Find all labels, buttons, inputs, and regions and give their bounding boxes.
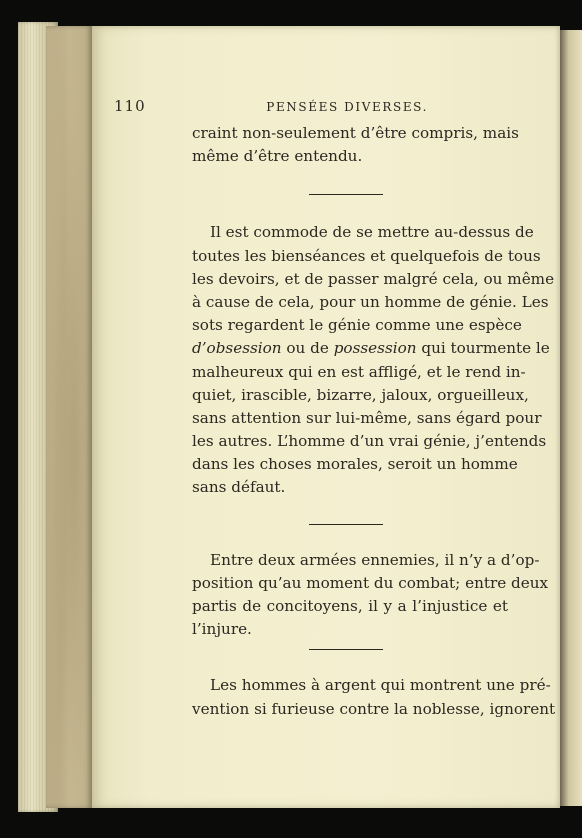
text-line: dans les choses morales, seroit un homme	[192, 455, 518, 474]
text-line: les devoirs, et de passer malgré cela, ou même	[192, 269, 555, 288]
text-line: sots regardent le génie comme une espèce	[192, 316, 522, 335]
running-title: PENSÉES DIVERSES.	[266, 100, 428, 114]
text-line: toutes les bienséances et quelquefois de tous	[192, 246, 541, 265]
paragraph-genie	[192, 221, 555, 499]
section-rule	[309, 649, 383, 650]
facing-page-edge	[560, 30, 582, 806]
text-line: Entre deux armées ennemies, il n’y a d’op-	[210, 550, 540, 569]
italic-word: possession	[333, 339, 417, 358]
paragraph-armees	[192, 549, 549, 642]
section-rule	[309, 524, 383, 525]
page-number: 110	[114, 97, 146, 115]
text-line: sans attention sur lui-même, sans égard pour	[192, 408, 542, 427]
body-text	[192, 122, 556, 721]
text-run: ou de	[281, 339, 334, 358]
text-run: qui tourmente le	[416, 339, 550, 358]
paragraph-continuation	[192, 122, 519, 168]
text-line: même d’être entendu.	[192, 147, 363, 166]
text-line: craint non-seulement d’être compris, mais	[192, 124, 519, 142]
text-line-mixed	[192, 337, 550, 360]
text-line: position qu’au moment du combat; entre deux	[192, 573, 549, 592]
text-line: Il est commode de se mettre au-dessus de	[210, 223, 534, 242]
text-line: l’injure.	[192, 620, 252, 639]
text-line: Les hommes à argent qui montrent une pré-	[210, 676, 551, 695]
text-line: partis de concitoyens, il y a l’injustice et	[192, 597, 508, 615]
text-line: malheureux qui en est affligé, et le rend in-	[192, 362, 526, 381]
text-line: quiet, irascible, bizarre, jaloux, orgueilleux,	[192, 385, 529, 404]
running-head	[114, 97, 428, 115]
marbled-fore-edge	[46, 26, 92, 808]
text-line: sans défaut.	[192, 478, 286, 497]
text-line: à cause de cela, pour un homme de génie. Les	[192, 292, 549, 311]
italic-word: d’obsession	[192, 339, 282, 358]
section-rule	[309, 194, 383, 195]
paragraph-hommes-argent	[192, 674, 556, 720]
text-line: vention si furieuse contre la noblesse, ignorent	[192, 699, 556, 718]
text-line: les autres. L’homme d’un vrai génie, j’entends	[192, 432, 547, 451]
